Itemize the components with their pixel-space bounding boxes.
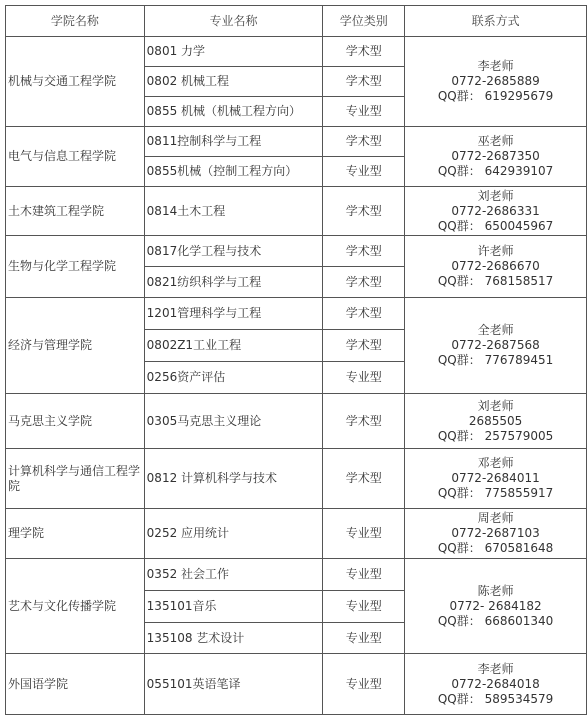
contact-qq-group: QQ群： 642939107 xyxy=(437,164,554,178)
major-name-cell: 135101音乐 xyxy=(144,591,323,623)
major-name-cell: 1201管理科学与工程 xyxy=(144,298,323,330)
contact-cell xyxy=(405,654,587,715)
degree-type-cell: 专业型 xyxy=(323,157,405,187)
major-name-cell: 0801 力学 xyxy=(144,37,323,67)
contact-teacher: 全老师 xyxy=(477,323,514,337)
contact-qq-group: QQ群： 776789451 xyxy=(437,353,554,367)
degree-type-cell: 专业型 xyxy=(323,654,405,715)
contact-phone: 0772-2687103 xyxy=(451,526,540,540)
contact-qq-group: QQ群： 775855917 xyxy=(437,486,554,500)
table-body xyxy=(6,6,587,715)
college-name-cell: 电气与信息工程学院 xyxy=(6,127,145,187)
contact-cell xyxy=(405,559,587,654)
degree-type-cell: 学术型 xyxy=(323,67,405,97)
major-name-cell: 0812 计算机科学与技术 xyxy=(144,449,323,509)
contact-cell xyxy=(405,509,587,559)
major-name-cell: 0811控制科学与工程 xyxy=(144,127,323,157)
college-name-cell: 理学院 xyxy=(6,509,145,559)
header-degree: 学位类别 xyxy=(323,6,405,37)
contact-qq-group: QQ群： 650045967 xyxy=(437,218,554,233)
contact-qq-group: QQ群： 257579005 xyxy=(437,428,554,443)
major-name-cell: 055101英语笔译 xyxy=(144,654,323,715)
degree-type-cell: 专业型 xyxy=(323,97,405,127)
major-name-cell: 0256资产评估 xyxy=(144,362,323,394)
contact-phone: 0772-2684011 xyxy=(451,471,540,485)
table-row xyxy=(6,509,587,559)
contact-qq-group: QQ群： 768158517 xyxy=(437,274,554,288)
table-row xyxy=(6,394,587,449)
contact-cell xyxy=(405,236,587,298)
contact-cell xyxy=(405,187,587,236)
degree-type-cell: 学术型 xyxy=(323,449,405,509)
college-name-cell: 艺术与文化传播学院 xyxy=(6,559,145,654)
table-row xyxy=(6,654,587,715)
college-name-cell: 机械与交通工程学院 xyxy=(6,37,145,127)
degree-type-cell: 学术型 xyxy=(323,394,405,449)
contact-cell xyxy=(405,127,587,187)
contact-teacher: 巫老师 xyxy=(477,134,514,148)
contact-teacher: 刘老师 xyxy=(477,188,514,203)
major-name-cell: 135108 艺术设计 xyxy=(144,623,323,654)
contact-cell xyxy=(405,298,587,394)
major-name-cell: 0821纺织科学与工程 xyxy=(144,267,323,298)
contact-qq-group: QQ群： 668601340 xyxy=(437,613,554,628)
degree-type-cell: 专业型 xyxy=(323,509,405,559)
program-contact-table xyxy=(5,5,587,715)
contact-qq-group: QQ群： 589534579 xyxy=(437,691,554,706)
header-major: 专业名称 xyxy=(144,6,323,37)
major-name-cell: 0352 社会工作 xyxy=(144,559,323,591)
contact-qq-group: QQ群： 619295679 xyxy=(437,89,554,103)
degree-type-cell: 学术型 xyxy=(323,298,405,330)
contact-teacher: 许老师 xyxy=(477,244,514,258)
college-name-cell: 土木建筑工程学院 xyxy=(6,187,145,236)
header-college: 学院名称 xyxy=(6,6,145,37)
degree-type-cell: 学术型 xyxy=(323,127,405,157)
contact-teacher: 陈老师 xyxy=(477,583,514,598)
major-name-cell: 0305马克思主义理论 xyxy=(144,394,323,449)
contact-cell xyxy=(405,394,587,449)
table-row xyxy=(6,37,587,67)
major-name-cell: 0855 机械（机械工程方向） xyxy=(144,97,323,127)
contact-teacher: 刘老师 xyxy=(477,398,514,413)
major-name-cell: 0802 机械工程 xyxy=(144,67,323,97)
table-row xyxy=(6,559,587,591)
contact-phone: 0772-2684018 xyxy=(451,676,540,691)
contact-phone: 2685505 xyxy=(468,413,523,428)
header-contact: 联系方式 xyxy=(405,6,587,37)
major-name-cell: 0855机械（控制工程方向） xyxy=(144,157,323,187)
table-row xyxy=(6,187,587,236)
contact-cell xyxy=(405,449,587,509)
college-name-cell: 外国语学院 xyxy=(6,654,145,715)
contact-teacher: 周老师 xyxy=(477,511,514,525)
header-row xyxy=(6,6,587,37)
college-name-cell: 经济与管理学院 xyxy=(6,298,145,394)
major-name-cell: 0817化学工程与技术 xyxy=(144,236,323,267)
degree-type-cell: 专业型 xyxy=(323,591,405,623)
contact-phone: 0772-2687568 xyxy=(451,338,540,352)
contact-teacher: 李老师 xyxy=(477,661,514,676)
degree-type-cell: 专业型 xyxy=(323,362,405,394)
college-name-cell: 生物与化学工程学院 xyxy=(6,236,145,298)
degree-type-cell: 学术型 xyxy=(323,37,405,67)
degree-type-cell: 学术型 xyxy=(323,330,405,362)
table-row xyxy=(6,298,587,330)
table-row xyxy=(6,449,587,509)
major-name-cell: 0252 应用统计 xyxy=(144,509,323,559)
degree-type-cell: 专业型 xyxy=(323,559,405,591)
contact-phone: 0772- 2684182 xyxy=(449,598,542,613)
contact-phone: 0772-2685889 xyxy=(451,74,540,88)
major-name-cell: 0814土木工程 xyxy=(144,187,323,236)
contact-phone: 0772-2686670 xyxy=(451,259,540,273)
degree-type-cell: 学术型 xyxy=(323,236,405,267)
contact-qq-group: QQ群： 670581648 xyxy=(437,541,554,555)
contact-teacher: 邓老师 xyxy=(477,456,514,470)
degree-type-cell: 专业型 xyxy=(323,623,405,654)
contact-phone: 0772-2687350 xyxy=(451,149,540,163)
college-name-cell: 计算机科学与通信工程学院 xyxy=(6,449,145,509)
table-row xyxy=(6,236,587,267)
major-name-cell: 0802Z1工业工程 xyxy=(144,330,323,362)
table-row xyxy=(6,127,587,157)
degree-type-cell: 学术型 xyxy=(323,187,405,236)
contact-phone: 0772-2686331 xyxy=(451,203,540,218)
contact-teacher: 李老师 xyxy=(477,59,514,73)
college-name-cell: 马克思主义学院 xyxy=(6,394,145,449)
contact-cell xyxy=(405,37,587,127)
degree-type-cell: 学术型 xyxy=(323,267,405,298)
